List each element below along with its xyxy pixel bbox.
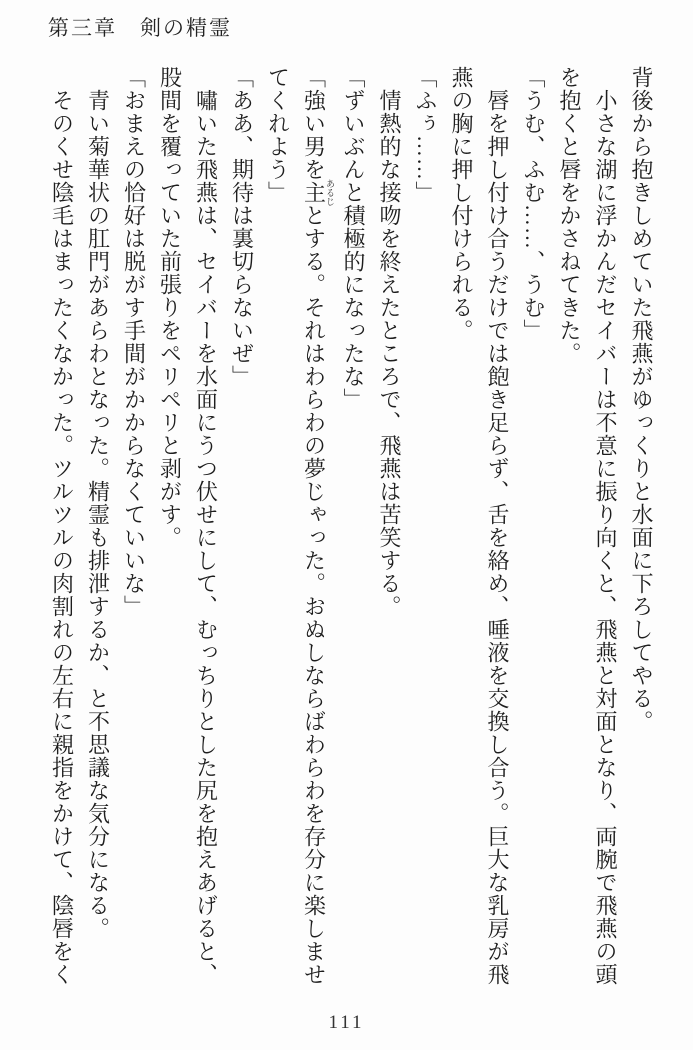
- paragraph-8: 「強い男を主あるじとする。それはわらわの夢じゃった。おぬしならばわらわを存分に楽しませてくれよう」: [265, 66, 335, 986]
- chapter-header: 第三章 剣の精霊: [48, 16, 232, 40]
- paragraph-2: 小さな湖に浮かんだセイバーは不意に振り向くと、飛燕と対面となり、両腕で飛燕の頭を抱くと唇をかさねてきた。: [557, 66, 618, 986]
- body-text: [31, 66, 659, 990]
- paragraph-11: 「おまえの恰好は脱がす手間がかからなくていいな」: [121, 66, 147, 618]
- paragraph-10: 嘯いた飛燕は、セイバーを水面にうつ伏せにして、むっちりとした尻を抱えあげると、股間を覆っていた前張りをペリペリと剥がす。: [157, 66, 219, 986]
- paragraph-6: 情熱的な接吻を終えたところで、飛燕は苦笑する。: [377, 89, 402, 618]
- paragraph-5: 「ふぅ……」: [413, 66, 438, 204]
- paragraph-4: 唇を押し付け合うだけでは飽き足らず、舌を絡め、唾液を交換し合う。巨大な乳房が飛燕の胸に押し付けられる。: [449, 66, 510, 986]
- paragraph-13: そのくせ陰毛はまったくなかった。ツルツルの肉割れの左右に親指をかけて、陰唇をく: [49, 89, 75, 986]
- paragraph-9: 「ああ、期待は裏切らないぜ」: [229, 66, 255, 388]
- page-number: 111: [328, 1012, 365, 1033]
- paragraph-7: 「ずいぶんと積極的になったな」: [341, 66, 366, 411]
- paragraph-12: 青い菊華状の肛門があらわとなった。精霊も排泄するか、と不思議な気分になる。: [85, 89, 111, 940]
- paragraph-3: 「うむ、ふむ……、うむ」: [521, 66, 546, 342]
- paragraph-1: 背後から抱きしめていた飛燕がゆっくりと水面に下ろしてやる。: [629, 66, 654, 733]
- ruby-annotated-kanji: 主あるじ: [301, 179, 335, 206]
